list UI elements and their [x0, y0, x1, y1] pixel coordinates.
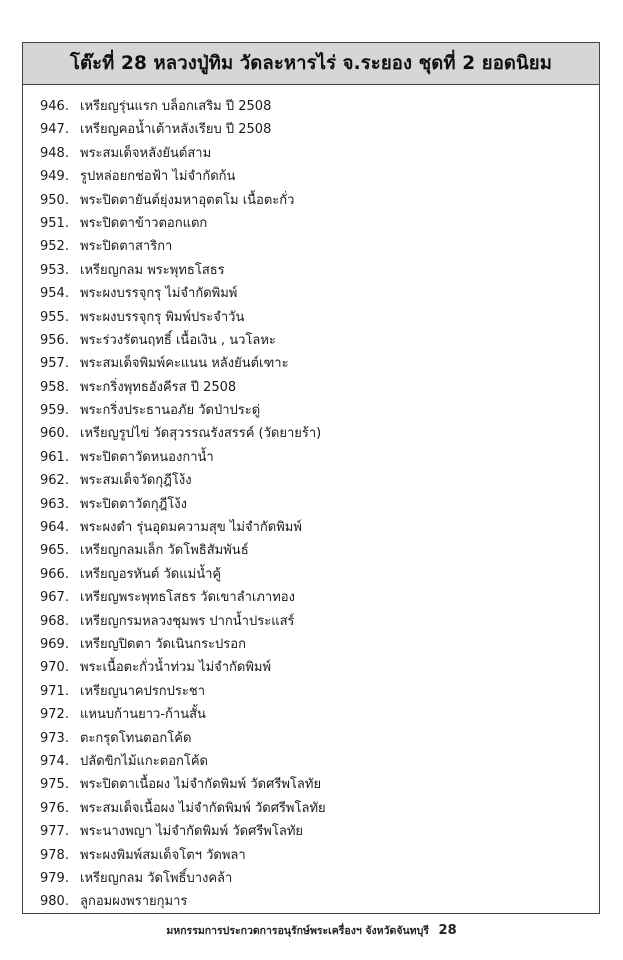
item-number: 957. — [40, 356, 69, 372]
item-number: 974. — [40, 753, 69, 769]
list-item — [40, 306, 326, 329]
item-description: พระกริ่งพุทธอังคีรส ปี 2508 — [80, 379, 237, 395]
item-description: เหรียญนาคปรกประชา — [80, 683, 206, 699]
item-number: 973. — [40, 730, 69, 746]
list-item — [40, 867, 326, 890]
item-description: เหรียญอรหันต์ วัดแม่น้ำคู้ — [80, 566, 222, 582]
item-description: พระปิดตาข้าวตอกแตก — [80, 215, 208, 231]
item-description: พระเนื้อตะกั่วน้ำท่วม ไม่จำกัดพิมพ์ — [80, 660, 272, 676]
list-item — [40, 282, 326, 305]
item-description: พระผงบรรจุกรุ ไม่จำกัดพิมพ์ — [80, 286, 238, 302]
item-number: 977. — [40, 824, 69, 840]
list-item — [40, 95, 326, 118]
list-item — [40, 329, 326, 352]
item-number: 965. — [40, 543, 69, 559]
list-item — [40, 259, 326, 282]
list-item — [40, 212, 326, 235]
amulet-list — [40, 95, 326, 914]
list-item — [40, 750, 326, 773]
table-header — [23, 43, 599, 85]
item-description: เหรียญพระพุทธโสธร วัดเขาลำเภาทอง — [80, 590, 295, 606]
item-number: 954. — [40, 286, 69, 302]
item-description: พระปิดตาเนื้อผง ไม่จำกัดพิมพ์ วัดศรีพโลทัย — [80, 777, 322, 793]
list-item — [40, 422, 326, 445]
item-description: พระปิดตาสาริกา — [80, 239, 173, 255]
list-item — [40, 633, 326, 656]
item-description: พระนางพญา ไม่จำกัดพิมพ์ วัดศรีพโลทัย — [80, 824, 304, 840]
item-number: 962. — [40, 473, 69, 489]
item-number: 958. — [40, 379, 69, 395]
item-description: พระผงดำ รุ่นอุดมความสุข ไม่จำกัดพิมพ์ — [80, 520, 302, 536]
item-number: 966. — [40, 566, 69, 582]
item-description: พระสมเด็จเนื้อผง ไม่จำกัดพิมพ์ วัดศรีพโลทัย — [80, 800, 326, 816]
item-description: รูปหล่อยกช่อฟ้า ไม่จำกัดก้น — [80, 169, 236, 185]
item-description: แหนบก้านยาว-ก้านสั้น — [80, 707, 206, 723]
item-description: เหรียญรูปไข่ วัดสุวรรณรังสรรค์ (วัดยายร้า) — [80, 426, 322, 442]
list-item — [40, 446, 326, 469]
item-description: เหรียญกลมเล็ก วัดโพธิสัมพันธ์ — [80, 543, 249, 559]
item-description: เหรียญคอน้ำเต้าหลังเรียบ ปี 2508 — [80, 122, 272, 138]
item-number: 950. — [40, 192, 69, 208]
item-description: เหรียญรุ่นแรก บล็อกเสริม ปี 2508 — [80, 99, 272, 114]
list-item — [40, 539, 326, 562]
item-number: 980. — [40, 894, 69, 910]
item-description: ปลัดขิกไม้แกะตอกโค้ด — [80, 753, 209, 769]
footer-text: มหกรรมการประกวดการอนุรักษ์พระเครื่องฯ จังหวัดจันทบุรี — [166, 925, 429, 937]
item-number: 953. — [40, 262, 69, 278]
item-description: พระกริ่งประธานอภัย วัดป่าประดู่ — [80, 403, 261, 419]
item-description: ตะกรุดโทนตอกโค้ด — [80, 730, 192, 746]
list-item — [40, 516, 326, 539]
item-description: พระสมเด็จพิมพ์คะแนน หลังยันต์เฑาะ — [80, 356, 289, 372]
list-item — [40, 189, 326, 212]
list-item — [40, 844, 326, 867]
list-item — [40, 142, 326, 165]
item-number: 976. — [40, 800, 69, 816]
item-description: พระร่วงรัตนฤทธิ์ เนื้อเงิน , นวโลหะ — [80, 332, 276, 348]
item-description: พระสมเด็จวัดกุฎีโง้ง — [80, 473, 192, 489]
item-number: 949. — [40, 169, 69, 185]
item-description: พระผงบรรจุกรุ พิมพ์ประจำวัน — [80, 309, 245, 325]
item-number: 979. — [40, 870, 69, 886]
item-number: 960. — [40, 426, 69, 442]
list-item — [40, 118, 326, 141]
list-item — [40, 399, 326, 422]
list-item — [40, 727, 326, 750]
item-number: 961. — [40, 449, 69, 465]
item-description: พระปิดตาวัดกุฎีโง้ง — [80, 496, 187, 512]
list-item — [40, 235, 326, 258]
list-item — [40, 703, 326, 726]
list-item — [40, 610, 326, 633]
item-number: 955. — [40, 309, 69, 325]
list-item — [40, 586, 326, 609]
auction-table-frame — [22, 42, 600, 914]
item-number: 968. — [40, 613, 69, 629]
list-item — [40, 680, 326, 703]
item-number: 956. — [40, 332, 69, 348]
list-item — [40, 469, 326, 492]
item-number: 946. — [40, 99, 69, 114]
item-number: 959. — [40, 403, 69, 419]
list-item — [40, 656, 326, 679]
list-item — [40, 165, 326, 188]
item-number: 975. — [40, 777, 69, 793]
item-description: เหรียญกรมหลวงชุมพร ปากน้ำประแสร์ — [80, 613, 295, 629]
list-item — [40, 493, 326, 516]
page-number: 28 — [438, 923, 457, 938]
item-description: เหรียญกลม พระพุทธโสธร — [80, 262, 225, 278]
item-number: 972. — [40, 707, 69, 723]
page-footer — [0, 922, 623, 939]
item-description: ลูกอมผงพรายกุมาร — [80, 894, 188, 910]
item-number: 970. — [40, 660, 69, 676]
item-number: 964. — [40, 520, 69, 536]
item-description: เหรียญกลม วัดโพธิ์บางคล้า — [80, 870, 233, 886]
list-item — [40, 773, 326, 796]
item-number: 947. — [40, 122, 69, 138]
item-number: 971. — [40, 683, 69, 699]
item-description: เหรียญปิดตา วัดเนินกระปรอก — [80, 636, 246, 652]
item-description: พระปิดตายันต์ยุ่งมหาอุตตโม เนื้อตะกั่ว — [80, 192, 295, 208]
item-number: 948. — [40, 145, 69, 161]
list-item — [40, 376, 326, 399]
list-item — [40, 563, 326, 586]
list-item — [40, 820, 326, 843]
item-description: พระปิดตาวัดหนองกาน้ำ — [80, 449, 214, 465]
item-number: 952. — [40, 239, 69, 255]
item-number: 969. — [40, 636, 69, 652]
item-number: 967. — [40, 590, 69, 606]
item-number: 951. — [40, 215, 69, 231]
item-number: 978. — [40, 847, 69, 863]
table-title: โต๊ะที่ 28 หลวงปู่ทิม วัดละหารไร่ จ.ระยอง ชุดที่ 2 ยอดนิยม — [69, 53, 553, 74]
item-description: พระผงพิมพ์สมเด็จโตฯ วัดพลา — [80, 847, 246, 863]
list-item — [40, 890, 326, 913]
list-item — [40, 797, 326, 820]
item-description: พระสมเด็จหลังยันต์สาม — [80, 145, 212, 161]
item-number: 963. — [40, 496, 69, 512]
list-item — [40, 352, 326, 375]
